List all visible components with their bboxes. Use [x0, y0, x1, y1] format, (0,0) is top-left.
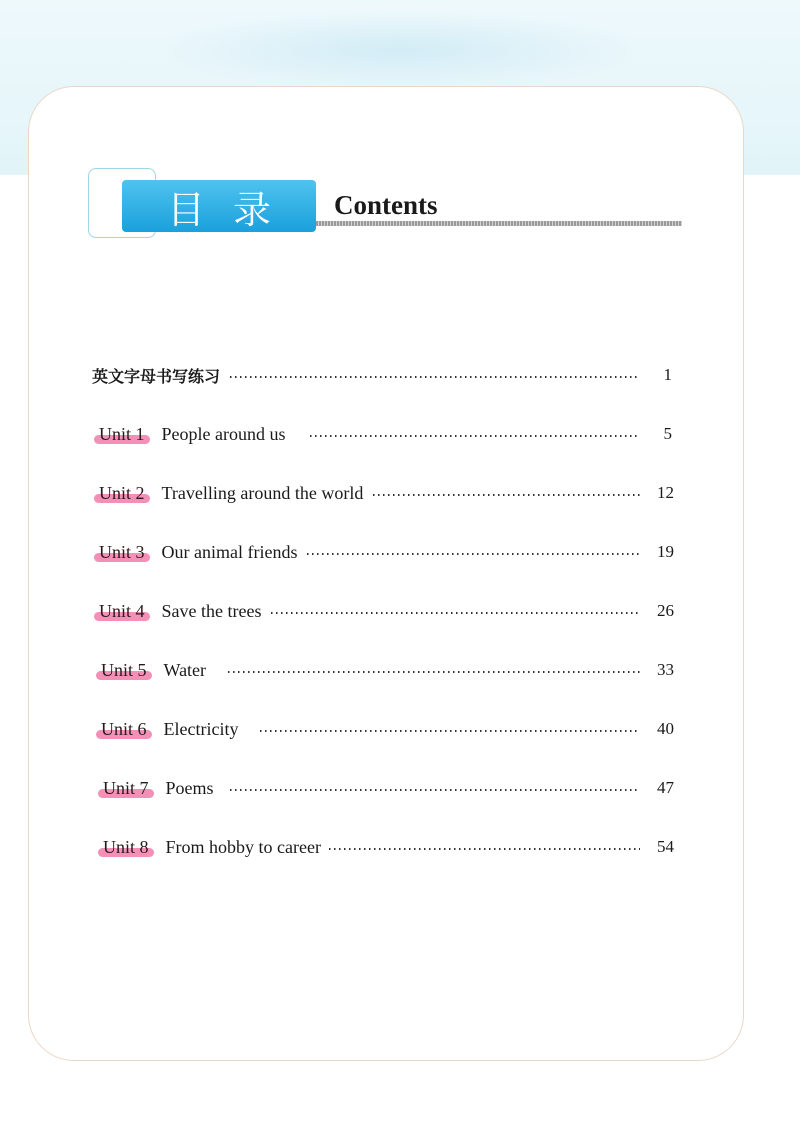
toc-page-number: 54	[657, 837, 674, 856]
toc-entry-title: Save the trees	[161, 600, 262, 621]
unit-tag: Unit 3	[96, 542, 148, 563]
toc-entry-title: People around us	[161, 423, 286, 444]
toc-row-unit-6[interactable]	[98, 714, 674, 744]
toc-row-unit-5[interactable]	[98, 655, 674, 685]
dot-leader	[230, 789, 640, 791]
toc-entry-title: Travelling around the world	[161, 482, 364, 503]
dot-leader	[307, 553, 640, 555]
toc-entry-title: Water	[163, 659, 207, 680]
toc-row-intro[interactable]	[92, 360, 672, 390]
page-top-decoration	[150, 10, 650, 90]
unit-tag: Unit 6	[98, 719, 150, 740]
unit-tag: Unit 8	[100, 837, 152, 858]
toc-row-unit-2[interactable]	[96, 478, 674, 508]
unit-tag: Unit 7	[100, 778, 152, 799]
toc-page-number: 47	[657, 778, 674, 797]
toc-page-number: 1	[663, 365, 672, 384]
toc-entry-title: 英文字母书写练习	[92, 366, 221, 386]
dot-leader	[329, 848, 640, 850]
dot-leader	[271, 612, 640, 614]
dot-leader	[230, 376, 638, 378]
dot-leader	[373, 494, 640, 496]
toc-page-number: 26	[657, 601, 674, 620]
toc-row-unit-4[interactable]	[96, 596, 674, 626]
toc-row-unit-8[interactable]	[100, 832, 674, 862]
toc-row-unit-1[interactable]	[96, 419, 672, 449]
toc-page-number: 5	[663, 424, 672, 443]
toc-entry-title: From hobby to career	[165, 836, 321, 857]
unit-tag: Unit 2	[96, 483, 148, 504]
toc-page-number: 40	[657, 719, 674, 738]
dot-leader	[228, 671, 640, 673]
contents-badge: 目录	[122, 180, 316, 232]
toc-page-number: 33	[657, 660, 674, 679]
unit-tag: Unit 4	[96, 601, 148, 622]
toc-row-unit-3[interactable]	[96, 537, 674, 567]
toc-page-number: 19	[657, 542, 674, 561]
toc-page-number: 12	[657, 483, 674, 502]
dot-leader	[310, 435, 639, 437]
title-underline	[316, 221, 682, 226]
toc-row-unit-7[interactable]	[100, 773, 674, 803]
dot-leader	[260, 730, 640, 732]
toc-entry-title: Electricity	[163, 718, 239, 739]
toc-entry-title: Poems	[165, 777, 214, 798]
contents-title: Contents	[334, 190, 438, 220]
unit-tag: Unit 1	[96, 424, 148, 445]
toc-entry-title: Our animal friends	[161, 541, 298, 562]
unit-tag: Unit 5	[98, 660, 150, 681]
